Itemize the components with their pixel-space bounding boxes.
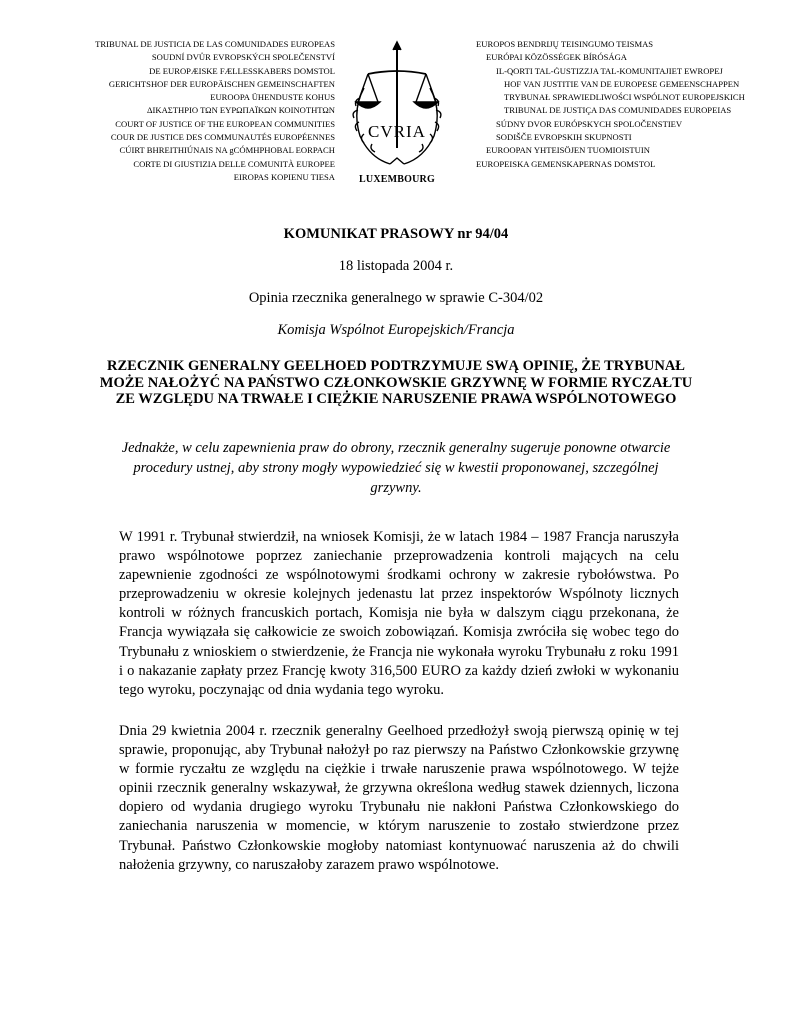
court-name: SÚDNY DVOR EURÓPSKYCH SPOLOČENSTIEV (496, 118, 683, 129)
opinion-line: Opinia rzecznika generalnego w sprawie C-304/02 (248, 290, 544, 306)
court-name: EUROPEISKA GEMENSKAPERNAS DOMSTOL (476, 158, 656, 169)
court-name: COUR DE JUSTICE DES COMMUNAUTÉS EUROPÉENNES (110, 132, 335, 143)
court-name: TRYBUNAŁ SPRAWIEDLIWOŚCI WSPÓLNOT EUROPEJSKICH (504, 92, 745, 103)
court-names-left (60, 38, 335, 184)
court-name: CÚIRT BHREITHIÚNAIS NA gCÓMHPHOBAL EORPACH (119, 145, 335, 156)
release-date: 18 listopada 2004 r. (338, 258, 454, 274)
court-header (0, 0, 791, 205)
case-parties: Komisja Wspólnot Europejskich/Francja (277, 322, 515, 338)
headline: RZECZNIK GENERALNY GEELHOED PODTRZYMUJE SWĄ OPINIĘ, ŻE TRYBUNAŁ MOŻE NAŁOŻYĆ NA PAŃSTWO CZŁONKOWSKIE GRZYWNĘ W FORMIE RYCZAŁTU ZE WZGLĘDU NA TRWAŁE I CIĘŻKIE NARUSZENIE PRAWA WSPÓLNOTOWEGO (99, 358, 693, 408)
court-name: ΔΙΚΑΣΤΗΡΙΟ ΤΩΝ ΕΥΡΩΠΑΪΚΩΝ ΚΟΙΝΟΤΗΤΩΝ (146, 105, 335, 116)
court-names-right (476, 38, 766, 171)
court-name: COURT OF JUSTICE OF THE EUROPEAN COMMUNITIES (115, 118, 335, 129)
body-paragraph: Dnia 29 kwietnia 2004 r. rzecznik generalny Geelhoed przedłożył swoją pierwszą opinię w tej sprawie, proponując, aby Trybunał nałożył po raz pierwszy na Państwo Członkowskie grzywnę w formie ryczałtu ze względu na ciężkie i trwałe naruszenie prawa wspólnotowego. W tejże opinii rzecznik generalny wskazywał, że grzywna określona według stawek dziennych, liczona dopiero od wydania drugiego wyroku Trybunału nie nakłoni Państwa Członkowskiego do zaniechania naruszenia w momencie, w którym naruszenie to zostało stwierdzone przez Trybunał. Państwo Członkowskie mogłoby natomiast kontynuować naruszenia aż do chwili nałożenia grzywny, co naruszałoby zarazem prawo wspólnotowe. (119, 723, 679, 873)
court-name: TRIBUNAL DE JUSTIÇA DAS COMUNIDADES EUROPEIAS (504, 105, 732, 116)
court-name: HOF VAN JUSTITIE VAN DE EUROPESE GEMEENSCHAPPEN (504, 78, 740, 89)
court-name: IL-QORTI TAL-ĠUSTIZZJA TAL-KOMUNITAJIET EWROPEJ (496, 65, 723, 76)
court-name: EUROOPAN YHTEISÖJEN TUOMIOISTUIN (486, 145, 650, 156)
curia-emblem (346, 40, 448, 190)
court-name: EUROPOS BENDRIJŲ TEISINGUMO TEISMAS (476, 39, 654, 49)
press-release-title: KOMUNIKAT PRASOWY nr 94/04 (283, 226, 509, 242)
court-name: GERICHTSHOF DER EUROPÄISCHEN GEMEINSCHAFTEN (108, 78, 335, 89)
court-name: SOUDNÍ DVŮR EVROPSKÝCH SPOLEČENSTVÍ (151, 52, 335, 63)
court-name: EIROPAS KOPIENU TIESA (233, 171, 335, 182)
luxembourg-label: LUXEMBOURG (359, 174, 435, 185)
court-name: SODIŠČE EVROPSKIH SKUPNOSTI (496, 132, 632, 143)
scales-of-justice-icon (346, 40, 448, 175)
cvria-text: CVRIA (368, 122, 426, 141)
subheadline: Jednakże, w celu zapewnienia praw do obrony, rzecznik generalny sugeruje ponowne otwarcie procedury ustnej, aby strony mogły wypowiedzieć się w kwestii proponowanej, szczególnej grzywny. (121, 440, 671, 496)
court-name: DE EUROPÆISKE FÆLLESSKABERS DOMSTOL (149, 65, 335, 76)
court-name: EUROOPA ÜHENDUSTE KOHUS (210, 92, 335, 103)
court-name: EURÓPAI KÖZÖSSÉGEK BÍRÓSÁGA (486, 52, 628, 63)
court-name: CORTE DI GIUSTIZIA DELLE COMUNITÀ EUROPEE (133, 158, 335, 169)
body-paragraph: W 1991 r. Trybunał stwierdził, na wniosek Komisji, że w latach 1984 – 1987 Francja naruszyła prawo wspólnotowe poprzez zaniechanie przeprowadzenia kontroli mających na celu zapewnienie zgodności ze wspólnotowymi środkami ochrony w zakresie rybołówstwa. Po przeprowadzeniu w okresie kolejnych jedenastu lat przez inspektorów Wspólnoty licznych kontroli w różnych francuskich portach, Komisja nie była w dalszym ciągu przekonana, że Francja wywiązała się całkowicie ze swoich zobowiązań. Komisja zwróciła się wobec tego do Trybunału z wnioskiem o stwierdzenie, że Francja nie wykonała wyroku Trybunału z roku 1991 i o nakazanie zapłaty przez Francję kwoty 316,500 EURO za każdy dzień zwłoki w wykonaniu tego wyroku, poczynając od dnia wydania tego wyroku. (119, 529, 679, 698)
court-name: TRIBUNAL DE JUSTICIA DE LAS COMUNIDADES EUROPEAS (95, 39, 335, 49)
